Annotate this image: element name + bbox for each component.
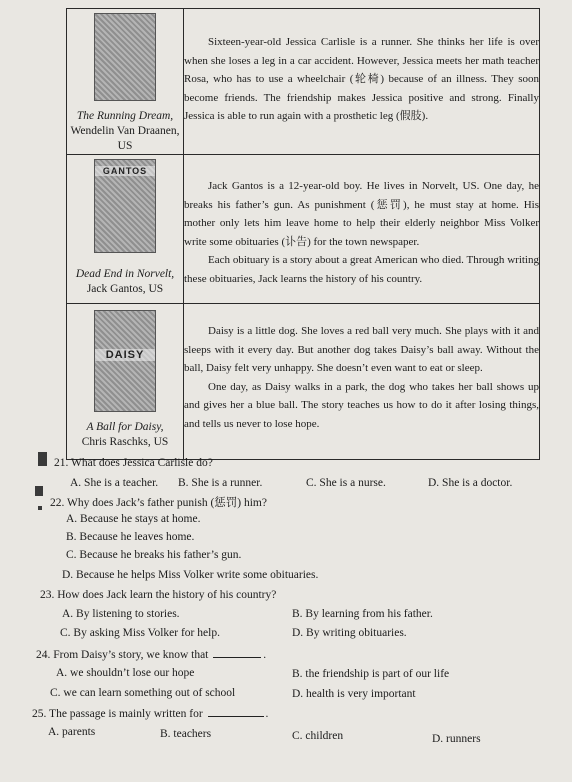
- option-a: A. Because he stays at home.: [66, 513, 201, 525]
- option-a: A. By listening to stories.: [62, 608, 180, 620]
- book-cell-left: [67, 9, 184, 155]
- description-paragraph: Sixteen-year-old Jessica Carlisle is a runner. She thinks her life is over when she loses a leg in a car accident. However, Jessica meets her math teacher Rosa, who has to use a wheelchair (轮椅) because of an illness. They soon become friends. The friendship makes Jessica positive and strong. Finally Jessica is able to run again with a prosthetic leg (假肢).: [184, 36, 539, 122]
- description-paragraph: One day, as Daisy walks in a park, the dog who takes her ball shows up and gives her a blue ball. The story teaches us how to do it after losing things, and tells us never to lose hope.: [184, 380, 539, 430]
- book-author: Chris Raschks, US: [81, 436, 169, 448]
- question-24: 24. From Daisy’s story, we know that .: [36, 649, 267, 661]
- option-c: C. children: [292, 730, 344, 742]
- option-c: C. By asking Miss Volker for help.: [60, 627, 220, 639]
- book-description: [184, 304, 540, 460]
- description-paragraph: Jack Gantos is a 12-year-old boy. He lives in Norvelt, US. One day, he breaks his father’s gun. As punishment (惩罚), he must stay at home. His mother only lets him leave home to help their elderly neighbor Miss Volker write some obituaries (讣告) for the town newspaper.: [184, 180, 539, 248]
- question-stem: 25. The passage is mainly written for: [32, 708, 203, 720]
- book-row: [67, 155, 540, 304]
- option-d: D. She is a doctor.: [428, 477, 513, 489]
- book-cover-image: [94, 13, 156, 101]
- option-d: D. runners: [432, 733, 481, 745]
- option-a: A. She is a teacher.: [70, 477, 159, 489]
- book-cover-text: GANTOS: [95, 166, 155, 176]
- option-a: A. we shouldn’t lose our hope: [56, 667, 195, 679]
- option-d: D. health is very important: [292, 688, 416, 700]
- option-c: C. Because he breaks his father’s gun.: [66, 549, 242, 561]
- book-title: The Running Dream,: [76, 110, 174, 122]
- option-b: B. Because he leaves home.: [66, 531, 195, 543]
- option-b: B. By learning from his father.: [292, 608, 433, 620]
- option-c: C. we can learn something out of school: [50, 687, 236, 699]
- book-author: Jack Gantos, US: [86, 283, 164, 295]
- book-cell-left: [67, 304, 184, 460]
- option-d: D. By writing obituaries.: [292, 627, 407, 639]
- book-cover-image: [94, 310, 156, 412]
- answer-blank: [213, 648, 261, 658]
- book-description: [184, 155, 540, 304]
- book-cover-image: [94, 159, 156, 253]
- book-row: [67, 9, 540, 155]
- question-stem: 24. From Daisy’s story, we know that: [36, 649, 209, 661]
- question-stem: 22. Why does Jack’s father punish (惩罚) him?: [50, 497, 267, 509]
- book-title: Dead End in Norvelt,: [75, 268, 175, 280]
- question-25: 25. The passage is mainly written for .: [32, 708, 269, 720]
- book-title: A Ball for Daisy,: [86, 421, 164, 433]
- book-row: [67, 304, 540, 460]
- option-c: C. She is a nurse.: [306, 477, 386, 489]
- description-paragraph: Each obituary is a story about a great American who died. Through writing these obituaries, Jack learns the history of his country.: [184, 254, 539, 285]
- book-author: Wendelin Van Draanen, US: [70, 125, 180, 152]
- question-stem: 23. How does Jack learn the history of his country?: [40, 589, 277, 601]
- option-a: A. parents: [48, 726, 96, 738]
- book-table: [66, 8, 540, 460]
- scan-mark: [38, 452, 47, 466]
- question-stem: 21. What does Jessica Carlisle do?: [54, 457, 213, 469]
- answer-blank: [208, 707, 264, 717]
- option-b: B. the friendship is part of our life: [292, 668, 450, 680]
- book-cover-text: DAISY: [95, 349, 155, 361]
- option-b: B. teachers: [160, 728, 212, 740]
- description-paragraph: Daisy is a little dog. She loves a red ball very much. She plays with it and sleeps with it every day. But another dog takes Daisy’s ball away. Without the ball, Daisy felt very unhappy. She doesn’t even want to eat or sleep.: [184, 325, 539, 374]
- scan-mark: [38, 506, 42, 510]
- option-b: B. She is a runner.: [178, 477, 263, 489]
- book-cell-left: [67, 155, 184, 304]
- book-description: [184, 9, 540, 155]
- scan-mark: [35, 486, 43, 496]
- option-d: D. Because he helps Miss Volker write some obituaries.: [62, 569, 319, 581]
